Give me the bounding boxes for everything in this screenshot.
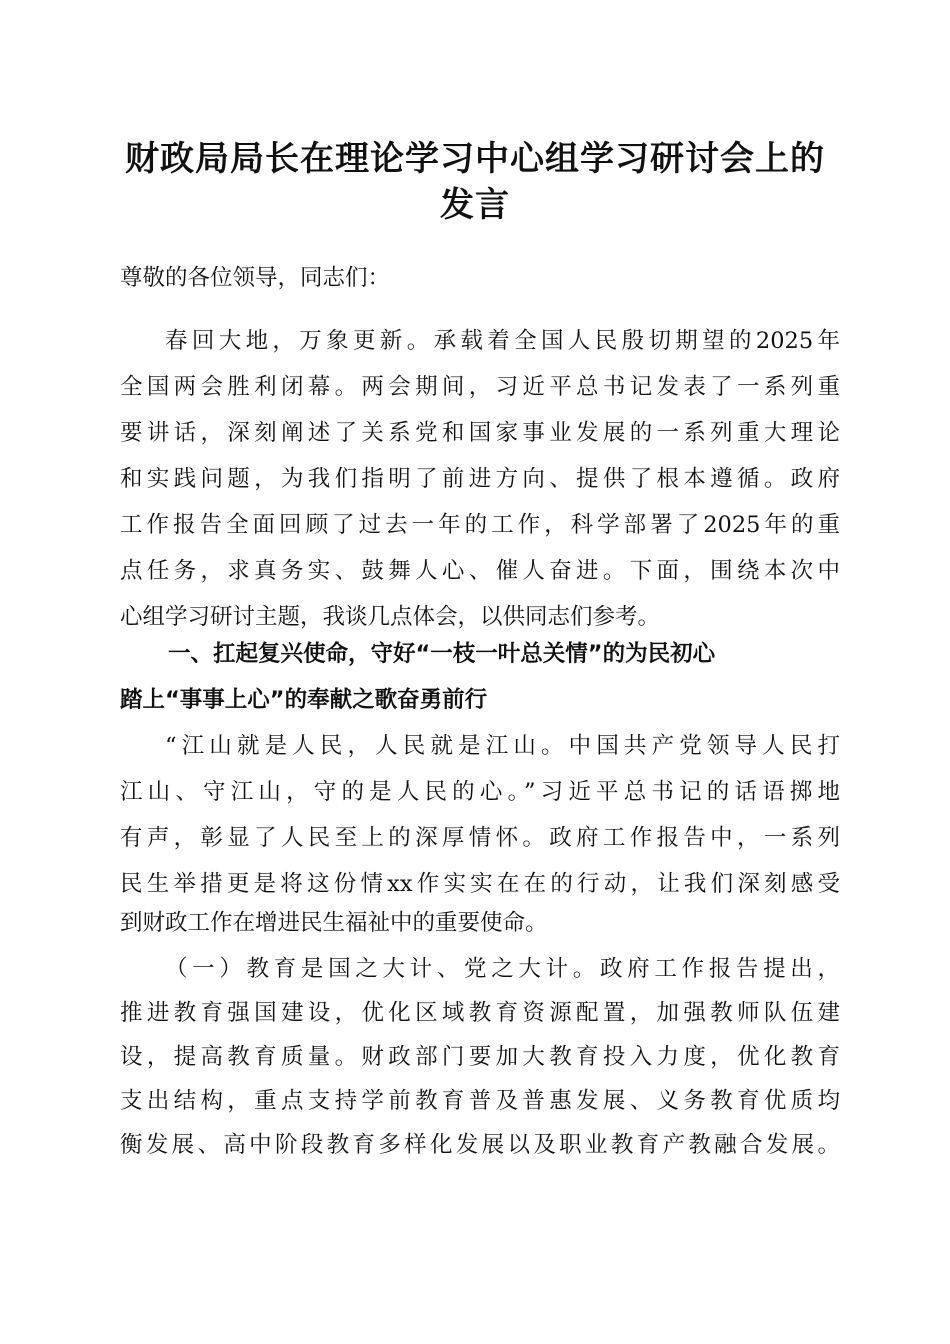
paragraph-line: 和实践问题，为我们指明了前进方向、提供了根本遵循。政府	[120, 466, 840, 492]
paragraph-line: 设，提高教育质量。财政部门要加大教育投入力度，优化教育	[120, 1044, 840, 1070]
paragraph-line: 到财政工作在增进民生福祉中的重要使命。	[120, 910, 548, 936]
paragraph-line: 有声，彰显了人民至上的深厚情怀。政府工作报告中，一系列	[120, 825, 840, 851]
document-title-line-2: 发言	[440, 185, 510, 225]
paragraph-line: 支出结构，重点支持学前教育普及普惠发展、义务教育优质均	[120, 1088, 840, 1114]
section-heading-line-1: 一、扛起复兴使命，守好“一枝一叶总关情”的为民初心	[168, 641, 716, 667]
paragraph-line: 江山、守江山，守的是人民的心。”习近平总书记的话语掷地	[120, 779, 840, 805]
document-title-line-1: 财政局局长在理论学习中心组学习研讨会上的	[125, 139, 825, 179]
paragraph-line: 点任务，求真务实、鼓舞人心、催人奋进。下面，围绕本次中	[120, 558, 840, 584]
paragraph-line: 要讲话，深刻阐述了关系党和国家事业发展的一系列重大理论	[120, 420, 840, 446]
paragraph-line: “江山就是人民，人民就是江山。中国共产党领导人民打	[165, 733, 840, 759]
paragraph-line: 民生举措更是将这份情xx作实实在在的行动，让我们深刻感受	[120, 871, 840, 897]
section-heading-line-2: 踏上“事事上心”的奉献之歌奋勇前行	[120, 687, 488, 713]
paragraph-line: 推进教育强国建设，优化区域教育资源配置，加强教师队伍建	[120, 1000, 840, 1026]
paragraph-line: 春回大地，万象更新。承载着全国人民殷切期望的2025年	[165, 328, 840, 354]
paragraph-line: 心组学习研讨主题，我谈几点体会，以供同志们参考。	[120, 604, 661, 630]
paragraph-line: 衡发展、高中阶段教育多样化发展以及职业教育产教融合发展。	[120, 1132, 840, 1158]
salutation: 尊敬的各位领导，同志们：	[120, 265, 391, 291]
subsection-lead-line: （一）教育是国之大计、党之大计。政府工作报告提出，	[165, 956, 840, 982]
paragraph-line: 全国两会胜利闭幕。两会期间，习近平总书记发表了一系列重	[120, 374, 840, 400]
paragraph-line: 工作报告全面回顾了过去一年的工作，科学部署了2025年的重	[120, 512, 840, 538]
